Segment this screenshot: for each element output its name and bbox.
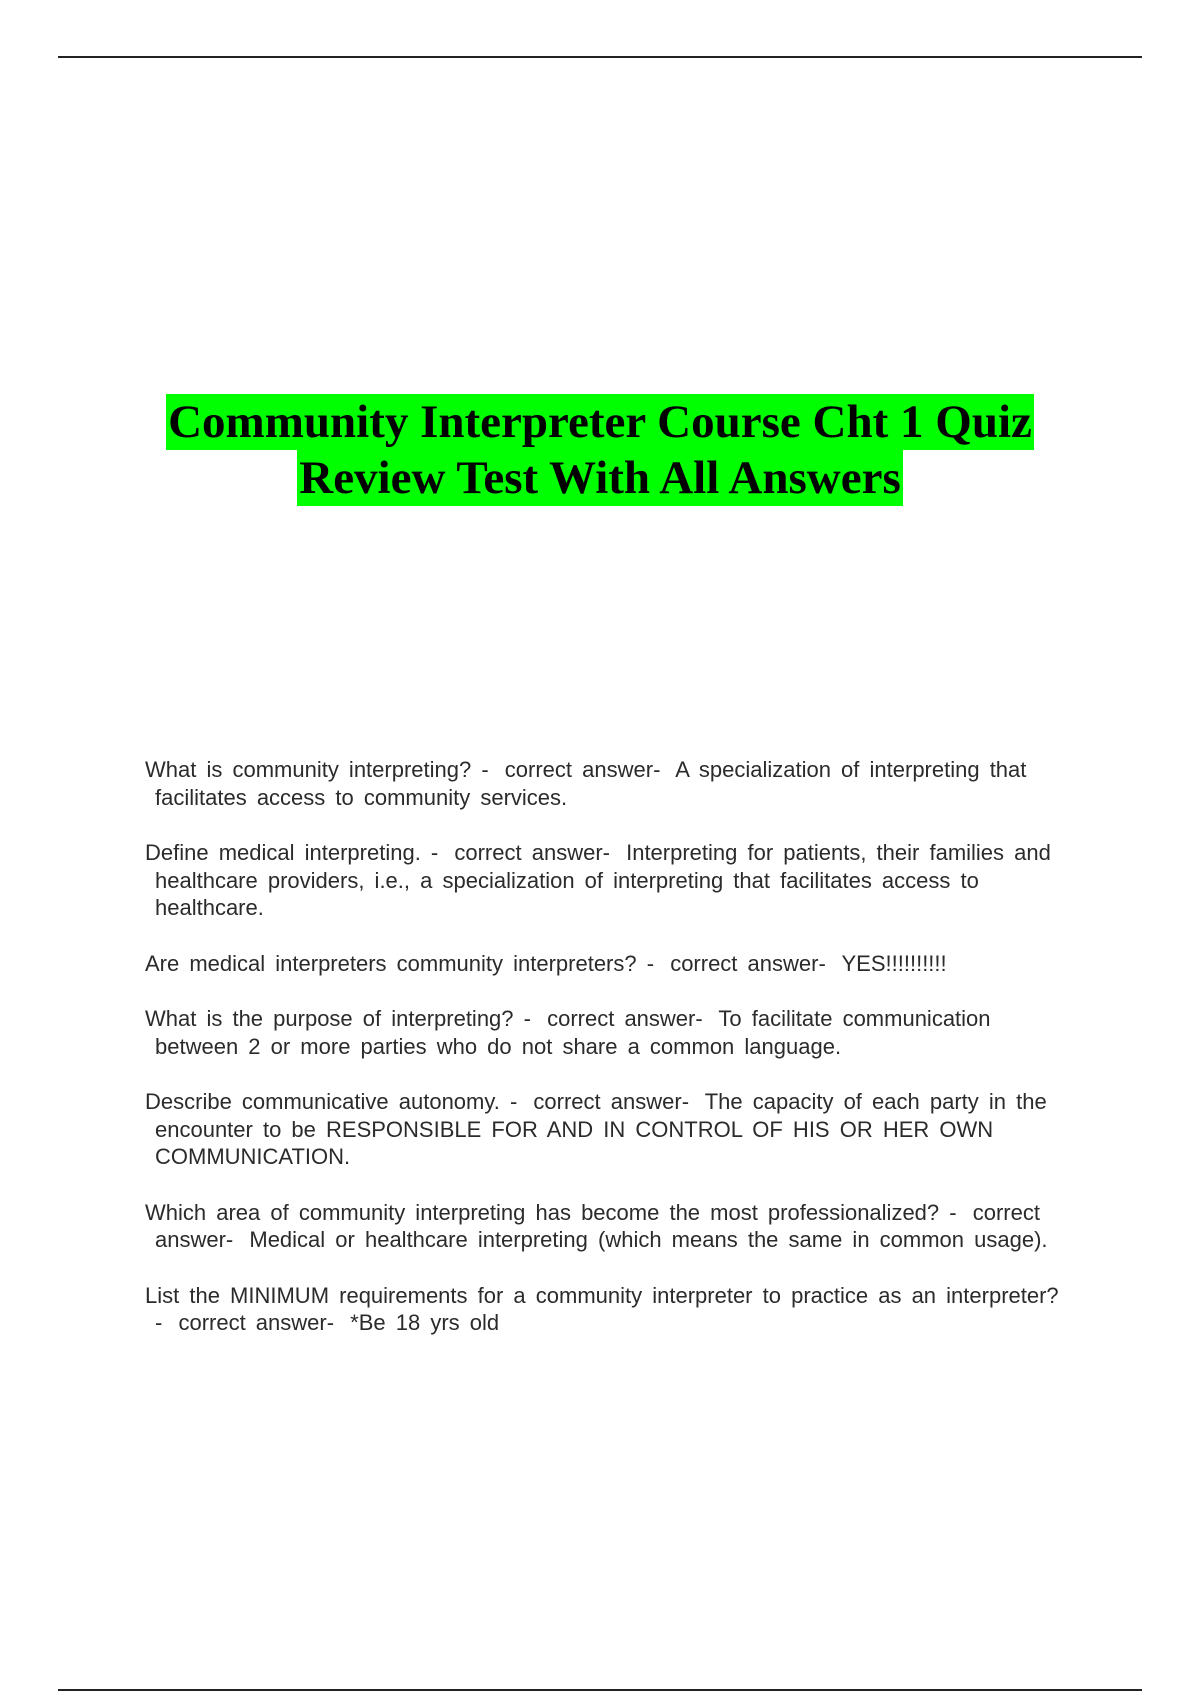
answer-text: *Be 18 yrs old xyxy=(350,1310,500,1335)
answer-label: correct answer- xyxy=(454,840,610,865)
answer-label: correct answer- xyxy=(670,950,826,976)
question-text: What is the purpose of interpreting? - xyxy=(145,1006,531,1031)
question-text: Which area of community interpreting has become the most professionalized? - xyxy=(145,1199,957,1225)
question-text: Define medical interpreting. - xyxy=(145,840,439,865)
question-text: What is community interpreting? - xyxy=(145,757,489,782)
qa-item xyxy=(145,1282,1070,1337)
qa-item xyxy=(145,1088,1070,1171)
question-text: Describe communicative autonomy. - xyxy=(145,1089,518,1114)
title-line-2: Review Test With All Answers xyxy=(299,452,901,504)
question-text: Are medical interpreters community interpreters? - xyxy=(145,950,655,976)
question-text: List the MINIMUM requirements for a community interpreter to practice as an interpreter? - xyxy=(145,1282,1059,1335)
qa-item xyxy=(145,1199,1070,1254)
title-line-1: Community Interpreter Course Cht 1 Quiz xyxy=(168,396,1032,448)
qa-item xyxy=(145,1005,1070,1060)
answer-label: correct answer- xyxy=(178,1310,335,1335)
answer-text: Medical or healthcare interpreting (which means the same in common usage). xyxy=(249,1227,1048,1252)
answer-text: To facilitate communication between 2 or more parties who do not share a common language. xyxy=(155,1006,991,1059)
answer-text: The capacity of each party in the encounter to be RESPONSIBLE FOR AND IN CONTROL OF HIS OR HER OWN COMMUNICATION. xyxy=(155,1089,1047,1169)
document-title xyxy=(0,394,1200,506)
top-rule xyxy=(58,56,1142,58)
answer-label: correct answer- xyxy=(533,1089,690,1114)
answer-label: correct answer- xyxy=(155,1199,1040,1252)
qa-item xyxy=(145,839,1070,922)
answer-text: YES!!!!!!!!!! xyxy=(841,950,947,976)
bottom-rule xyxy=(58,1689,1142,1691)
qa-list xyxy=(145,756,1070,1365)
qa-item xyxy=(145,950,1070,978)
answer-label: correct answer- xyxy=(504,757,661,782)
answer-label: correct answer- xyxy=(547,1006,703,1031)
qa-item xyxy=(145,756,1070,811)
answer-text: Interpreting for patients, their families and healthcare providers, i.e., a specialization of interpreting that facilitates access to healthcare. xyxy=(155,840,1051,920)
answer-text: A specialization of interpreting that facilitates access to community services. xyxy=(155,757,1027,810)
